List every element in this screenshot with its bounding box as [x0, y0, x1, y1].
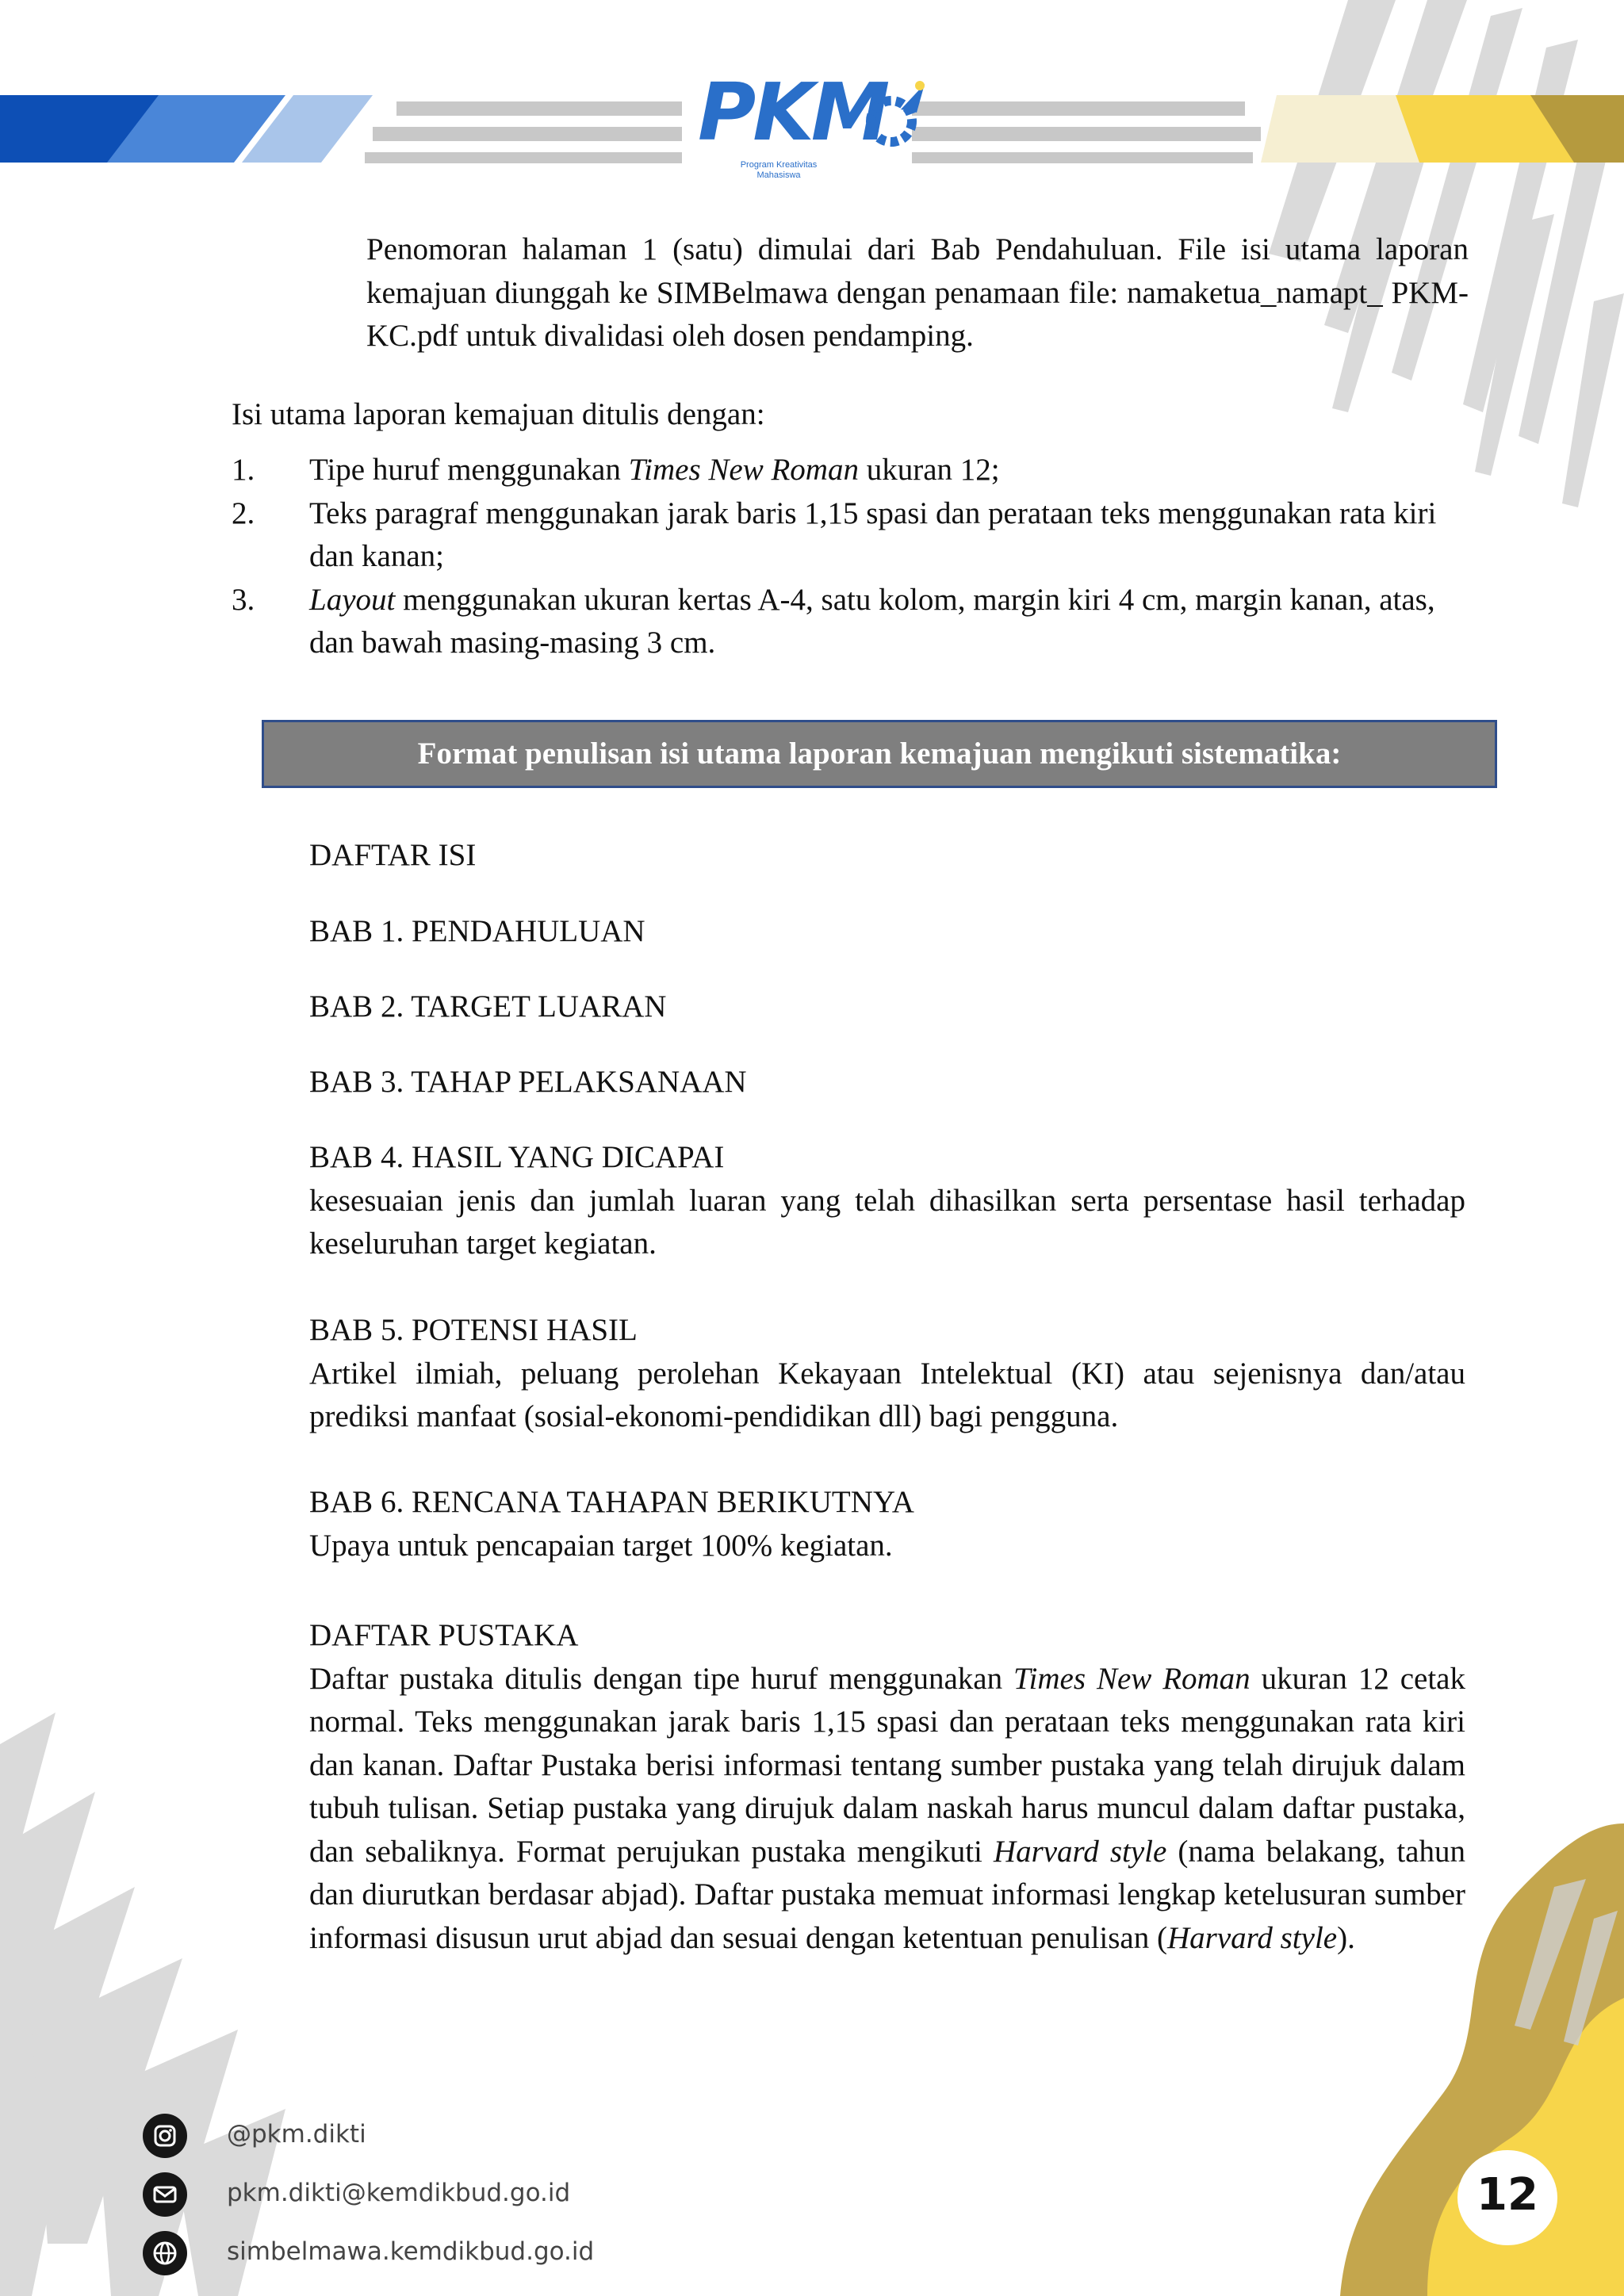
- section-heading: BAB 6. RENCANA TAHAPAN BERIKUTNYA: [309, 1485, 914, 1519]
- list-item: [232, 492, 1484, 579]
- list-number: 1.: [232, 453, 255, 487]
- section-bab-3: BAB 3. TAHAP PELAKSANAAN: [309, 1065, 747, 1099]
- list-item: [232, 579, 1484, 665]
- email-address[interactable]: pkm.dikti@kemdikbud.go.id: [227, 2179, 571, 2207]
- section-description: Upaya untuk pencapaian target 100% kegiatan.: [309, 1528, 893, 1563]
- gear-rocket-icon: [853, 78, 933, 157]
- section-bab-5: [309, 1309, 1465, 1439]
- logo-subtitle: [731, 160, 826, 181]
- pkm-logo: [698, 66, 936, 192]
- section-heading: DAFTAR PUSTAKA: [309, 1618, 579, 1652]
- format-banner: Format penulisan isi utama laporan kemajuan mengikuti sistematika:: [262, 720, 1497, 788]
- section-description: Daftar pustaka ditulis dengan tipe huruf menggunakan Times New Roman ukuran 12 cetak normal. Teks menggunakan jarak baris 1,15 spasi dan perataan teks menggunakan rata kiri dan kanan. Daftar Pustaka berisi informasi tentang sumber pustaka yang telah dirujuk dalam tubuh tulisan. Setiap pustaka yang dirujuk dalam naskah harus muncul dalam daftar pustaka, dan sebaliknya. Format perujukan pustaka mengikuti Harvard style (nama belakang, tahun dan diurutkan berdasar abjad). Daftar pustaka memuat informasi lengkap ketelusuran sumber informasi disusun urut abjad dan sesuai dengan ketentuan penulisan (Harvard style).: [309, 1661, 1465, 1955]
- section-daftar-isi: DAFTAR ISI: [309, 838, 477, 872]
- website-url[interactable]: simbelmawa.kemdikbud.go.id: [227, 2237, 595, 2266]
- section-description: kesesuaian jenis dan jumlah luaran yang telah dihasilkan serta persentase hasil terhadap keseluruhan target kegiatan.: [309, 1183, 1465, 1261]
- section-bab-2: BAB 2. TARGET LUARAN: [309, 989, 667, 1024]
- logo-subtitle-line-1: Program Kreativitas: [740, 160, 818, 170]
- list-item: [232, 449, 1484, 492]
- list-number: 2.: [232, 496, 255, 530]
- logo-subtitle-line-2: Mahasiswa: [756, 170, 801, 180]
- section-heading: BAB 5. POTENSI HASIL: [309, 1313, 638, 1347]
- section-heading: BAB 4. HASIL YANG DICAPAI: [309, 1140, 725, 1174]
- section-bab-4: [309, 1136, 1465, 1266]
- list-text: Teks paragraf menggunakan jarak baris 1,15 spasi dan perataan teks menggunakan rata kiri dan kanan;: [309, 496, 1437, 573]
- section-bab-1: BAB 1. PENDAHULUAN: [309, 914, 645, 948]
- list-text: Layout menggunakan ukuran kertas A-4, satu kolom, margin kiri 4 cm, margin kanan, atas, dan bawah masing-masing 3 cm.: [309, 582, 1435, 660]
- format-list: [232, 449, 1484, 665]
- mail-icon: [143, 2172, 187, 2217]
- instagram-icon: [143, 2114, 187, 2158]
- instagram-handle[interactable]: @pkm.dikti: [227, 2120, 366, 2149]
- numbering-paragraph: Penomoran halaman 1 (satu) dimulai dari Bab Pendahuluan. File isi utama laporan kemajuan diunggah ke SIMBelmawa dengan penamaan file: namaketua_namapt_ PKM-KC.pdf untuk divalidasi oleh dosen pendamping.: [366, 232, 1469, 353]
- section-bab-6: [309, 1481, 1465, 1567]
- page-number: 12: [1477, 2169, 1538, 2221]
- list-number: 3.: [232, 582, 255, 617]
- globe-icon: [143, 2231, 187, 2275]
- section-description: Artikel ilmiah, peluang perolehan Kekayaan Intelektual (KI) atau sejenisnya dan/atau prediksi manfaat (sosial-ekonomi-pendidikan dll) bagi pengguna.: [309, 1356, 1465, 1433]
- logo-wordmark: PKM: [698, 66, 887, 159]
- section-daftar-pustaka: [309, 1614, 1465, 1960]
- format-intro: Isi utama laporan kemajuan ditulis dengan:: [232, 397, 765, 431]
- list-text: Tipe huruf menggunakan Times New Roman ukuran 12;: [309, 453, 1000, 487]
